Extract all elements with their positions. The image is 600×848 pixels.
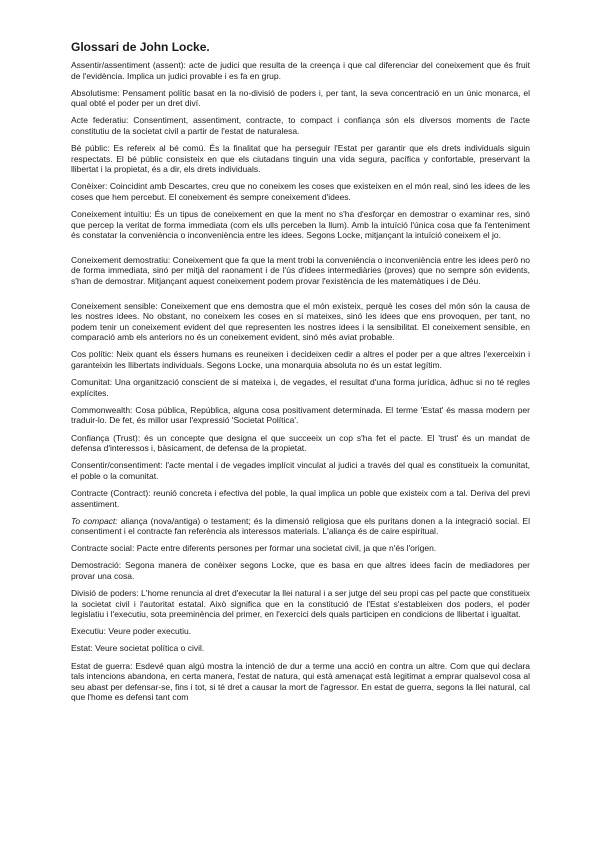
glossary-definition: És un tipus de coneixement en que la ment no s'ha d'esforçar en demostrar o examinar res, sinó que percep la veritat de forma immediata (com els ulls perceben la llum). Amb la intuïció l'única cosa que fa l'enteniment és constatar la conveniència o inconveniència entre les idees. Segons Locke, mitjançant la intuïció coneixem el jo. xyxy=(71,209,530,241)
glossary-term: Estat de guerra: xyxy=(71,660,133,671)
glossary-definition: Esdevé quan algú mostra la intenció de dur a terme una acció en contra un altre. Com que qui declara tals intencions abandona, en certa manera, l'estat de natura, qui està amenaçat està legitimat a emprar qualsevol cosa al seu abast per defensar-se, fins i tot, si té dret a causar la mort de l'agressor. En estat de guerra, segons la llei natural, cal que l'home es defensi tant com xyxy=(71,660,530,703)
glossary-term: To compact: xyxy=(71,515,118,526)
glossary-definition: Cosa pública, República, alguna cosa positivament determinada. El terme 'Estat' és massa modern per traduir-lo. De fet, és millor usar l'expressió 'Societat Política'. xyxy=(71,404,530,426)
glossary-definition: Una organització conscient de si mateixa i, de vegades, el resultat d'una forma jurídica, àdhuc si no té regles explícites. xyxy=(71,377,530,398)
glossary-term: Demostració: xyxy=(71,560,122,571)
glossary-term: Cos polític: xyxy=(71,349,114,360)
glossary-entry xyxy=(71,349,530,370)
glossary-term: Confiança (Trust): xyxy=(71,432,141,443)
glossary-term: Commonwealth: xyxy=(71,404,133,415)
glossary-list xyxy=(71,60,530,703)
glossary-definition: Neix quant els éssers humans es reuneixen i decideixen cedir a altres el poder per a que altres l'exerceixin i garanteixin les llibertats individuals. Segons Locke, una monarquia absoluta no és un estat legítim. xyxy=(71,349,531,371)
page-title: Glossari de John Locke. xyxy=(71,40,210,54)
glossary-term: Coneixement sensible: xyxy=(71,300,158,311)
glossary-term: Comunitat: xyxy=(71,377,113,388)
glossary-entry xyxy=(71,488,530,509)
glossary-term: Estat: xyxy=(71,643,93,654)
glossary-definition: l'acte mental i de vegades implícit vinculat al judici a través del qual es constitueix la comunitat, el poble o la comunitat. xyxy=(71,460,530,481)
glossary-definition: Coincidint amb Descartes, creu que no coneixem les coses que existeixen en el món real, sinó les idees de les coses que hem percebut. El coneixement és sempre coneixement d'idees. xyxy=(71,181,530,202)
glossary-term: Contracte (Contract): xyxy=(71,487,151,498)
glossary-entry xyxy=(71,543,530,554)
glossary-definition: Pacte entre diferents persones per formar una societat civil, ja que n'és l'origen. xyxy=(136,543,437,554)
glossary-entry xyxy=(71,433,530,454)
glossary-entry xyxy=(71,516,530,537)
glossary-definition: Es refereix al bé comú. És la finalitat que ha perseguir l'Estat per garantir que els drets individuals siguin respectats. El bé públic consisteix en que els ciutadans tinguin una vida segura, pacífica y confortable, preservant la llibertat i la propietat, és a dir, els drets individuals. xyxy=(71,143,530,175)
glossary-term: Absolutisme: xyxy=(71,87,120,98)
glossary-term: Divisió de poders: xyxy=(71,588,139,599)
glossary-definition: Segona manera de conèixer segons Locke, que es basa en que altres idees facin de mediadores per provar una cosa. xyxy=(71,560,530,581)
glossary-entry xyxy=(71,626,530,637)
glossary-definition: L'home renuncia al dret d'executar la llei natural i a ser jutge del seu propi cas pel pacte que constitueix la societat civil i l'autoritat estatal. Això significa que en la constitució de l'Estat s'estableixen dos poders, el poder legislatiu i l'executiu, sota preeminència del primer, en l'exercici dels quals participen en condicions de llibertat i igualtat. xyxy=(71,588,530,620)
glossary-term: Conèixer: xyxy=(71,181,108,192)
glossary-entry xyxy=(71,377,530,398)
glossary-term: Coneixement demostratiu: xyxy=(71,254,171,265)
glossary-entry xyxy=(71,560,530,581)
glossary-definition: Pensament polític basat en la no-divisió de poders i, per tant, la seva concentració en un únic monarca, el qual obté el poder per un dret diví. xyxy=(71,87,530,109)
glossary-term: Bé públic: xyxy=(71,143,110,154)
glossary-definition: Coneixement que fa que la ment trobi la conveniència o inconveniència entre les idees però no de forma immediata, sinó per mitjà del raonament i de l'ús d'idees intermediàries (proves) que no sempre són evidents, s'han de demostrar. Mitjançant aquest coneixement podem provar l'existència de les matemàtiques i de Déu. xyxy=(71,254,530,286)
glossary-definition: és un concepte que designa el que succeeix un cop s'ha fet el pacte. El 'trust' és un mandat de defensa d'interessos i, bàsicament, de defensa de la propietat. xyxy=(71,432,530,454)
glossary-entry xyxy=(71,588,530,620)
glossary-entry xyxy=(71,405,530,426)
glossary-entry xyxy=(71,88,530,109)
glossary-term: Coneixement intuïtiu: xyxy=(71,209,152,220)
glossary-entry xyxy=(71,209,530,241)
glossary-definition: aliança (nova/antiga) o testament; és la dimensió religiosa que els puritans donen a la integració social. El consentiment i el contracte fan referència als interessos materials. L'aliança és de caire espiritual. xyxy=(71,515,530,537)
glossary-term: Assentir/assentiment (assent): xyxy=(71,60,186,70)
glossary-entry xyxy=(71,60,530,81)
glossary-definition: Veure poder executiu. xyxy=(108,626,192,637)
glossary-term: Consentir/consentiment: xyxy=(71,460,163,471)
glossary-entry xyxy=(71,143,530,175)
glossary-definition: Veure societat política o civil. xyxy=(95,643,205,654)
glossary-entry xyxy=(71,181,530,202)
glossary-entry xyxy=(71,460,530,481)
glossary-term: Executiu: xyxy=(71,626,106,637)
glossary-entry xyxy=(71,301,530,343)
glossary-entry xyxy=(71,643,530,654)
glossary-term: Acte federatiu: xyxy=(71,115,129,126)
glossary-definition: acte de judici que resulta de la creença i que cal diferenciar del coneixement que és fruit de l'evidència. Implica un judici provable i es fa en grup. xyxy=(71,60,530,81)
glossary-term: Contracte social: xyxy=(71,543,135,554)
glossary-entry xyxy=(71,661,530,703)
glossary-entry xyxy=(71,255,530,287)
glossary-definition: Coneixement que ens demostra que el món existeix, perquè les coses del món són la causa de les nostres idees. No obstant, no coneixem les coses en sí mateixes, sinó les idees que ens provoquen, per tant, no podem tenir un coneixement evident del que representen les nostres idees i la sensibilitat. El coneixement sensible, en comparació amb els anteriors no és un coneixement evident, sinó més aviat probable. xyxy=(71,300,530,343)
glossary-definition: Consentiment, assentiment, contracte, to compact i confiança són els diversos moments de l'acte constitutiu de la societat civil a partir de l'estat de naturalesa. xyxy=(71,115,530,136)
glossary-definition: reunió concreta i efectiva del poble, la qual implica un poble que existeix com a tal. Deriva del previ assentiment. xyxy=(71,487,530,509)
glossary-entry xyxy=(71,115,530,136)
